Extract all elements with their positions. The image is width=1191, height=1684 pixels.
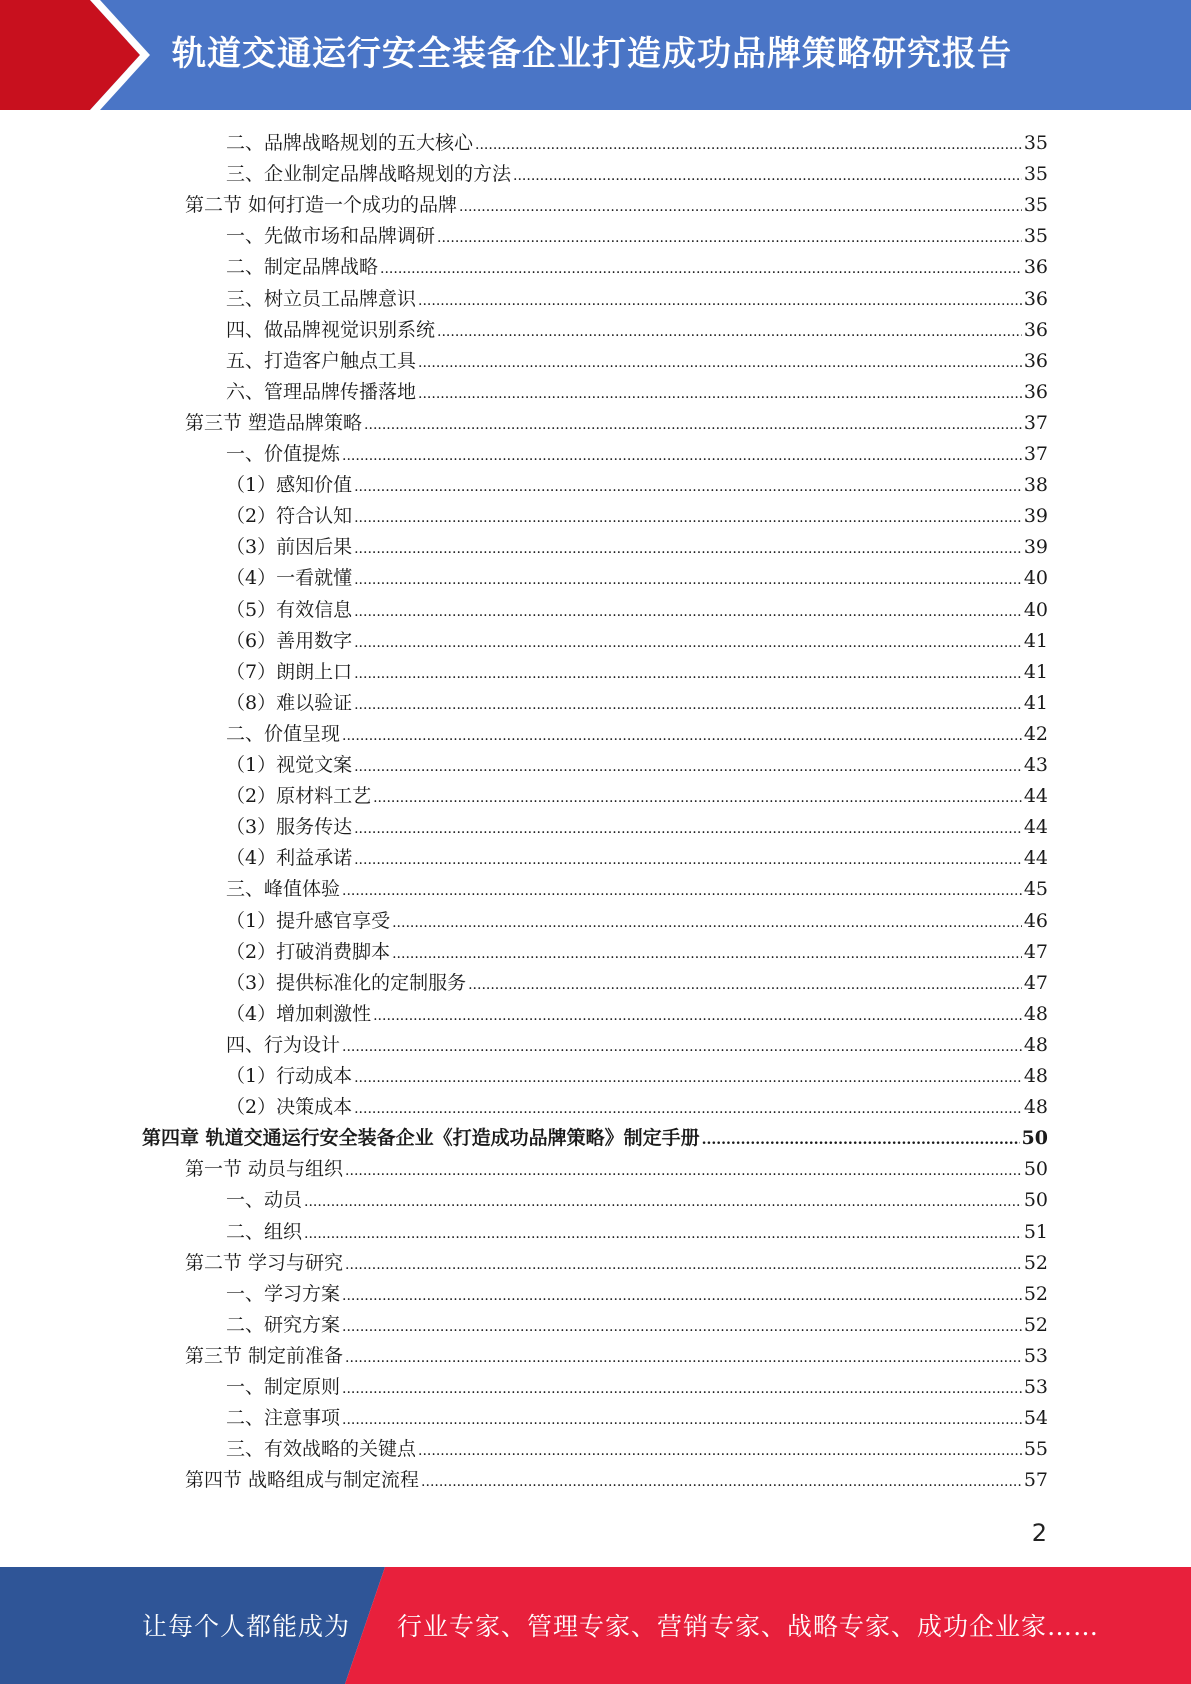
toc-entry-page: 57: [1023, 1469, 1048, 1492]
toc-dot-leader: [418, 379, 1022, 410]
toc-entry-page: 42: [1023, 722, 1048, 745]
toc-entry-label: 一、动员: [226, 1189, 303, 1212]
toc-entry[interactable]: [226, 1310, 1048, 1341]
toc-entry[interactable]: [226, 595, 1048, 626]
toc-entry-page: 39: [1023, 536, 1048, 559]
toc-entry[interactable]: [226, 1185, 1048, 1216]
report-title: 轨道交通运行安全装备企业打造成功品牌策略研究报告: [172, 34, 1012, 74]
toc-entry[interactable]: [226, 315, 1048, 346]
toc-entry-label: 第三节 制定前准备: [185, 1344, 344, 1367]
toc-entry-page: 45: [1023, 878, 1048, 901]
toc-entry-page: 47: [1023, 971, 1048, 994]
toc-entry-page: 47: [1023, 940, 1048, 963]
toc-entry-label: 一、学习方案: [226, 1282, 341, 1305]
toc-dot-leader: [354, 814, 1022, 845]
toc-entry[interactable]: [226, 874, 1048, 905]
toc-dot-leader: [421, 1467, 1022, 1498]
toc-entry-page: 36: [1023, 380, 1048, 403]
toc-entry[interactable]: [226, 1403, 1048, 1434]
toc-entry-label: （4）利益承诺: [226, 847, 353, 870]
toc-entry-page: 41: [1023, 691, 1048, 714]
toc-dot-leader: [342, 1281, 1022, 1312]
toc-entry-page: 48: [1023, 1096, 1048, 1119]
toc-entry-label: 第二节 学习与研究: [185, 1251, 344, 1274]
toc-entry[interactable]: [185, 1465, 1048, 1496]
toc-entry-page: 36: [1023, 318, 1048, 341]
toc-entry-page: 37: [1023, 411, 1048, 434]
toc-entry-page: 53: [1023, 1344, 1048, 1367]
toc-entry-label: 第二节 如何打造一个成功的品牌: [185, 194, 458, 217]
toc-entry-page: 48: [1023, 1033, 1048, 1056]
toc-entry-page: 52: [1023, 1251, 1048, 1274]
toc-entry-label: 三、企业制定品牌战略规划的方法: [226, 163, 512, 186]
toc-dot-leader: [342, 1405, 1022, 1436]
toc-entry-label: （6）善用数字: [226, 629, 353, 652]
toc-entry-label: 二、价值呈现: [226, 722, 341, 745]
toc-dot-leader: [304, 1219, 1022, 1250]
toc-dot-leader: [437, 223, 1022, 254]
toc-entry[interactable]: [226, 1372, 1048, 1403]
toc-dot-leader: [354, 534, 1022, 565]
toc-entry[interactable]: [185, 1341, 1048, 1372]
toc-dot-leader: [354, 752, 1022, 783]
toc-entry-page: 36: [1023, 256, 1048, 279]
toc-entry[interactable]: [226, 999, 1048, 1030]
toc-entry[interactable]: [226, 284, 1048, 315]
toc-entry-label: 第三节 塑造品牌策略: [185, 411, 363, 434]
toc-entry-page: 46: [1023, 909, 1048, 932]
toc-dot-leader: [342, 1032, 1022, 1063]
toc-entry[interactable]: [226, 377, 1048, 408]
toc-entry-page: 41: [1023, 629, 1048, 652]
toc-entry-page: 44: [1023, 816, 1048, 839]
toc-dot-leader: [373, 1001, 1022, 1032]
toc-entry[interactable]: [226, 501, 1048, 532]
toc-entry-page: 40: [1023, 567, 1048, 590]
toc-dot-leader: [345, 1250, 1022, 1281]
toc-dot-leader: [418, 286, 1022, 317]
toc-entry[interactable]: [226, 657, 1048, 688]
toc-entry-label: 一、制定原则: [226, 1376, 341, 1398]
toc-entry-page: 48: [1023, 1065, 1048, 1087]
toc-dot-leader: [342, 876, 1022, 907]
toc-entry-page: 40: [1023, 598, 1048, 621]
toc-entry[interactable]: [226, 1217, 1048, 1248]
toc-dot-leader: [345, 1156, 1022, 1187]
toc-entry[interactable]: [226, 221, 1048, 252]
toc-entry-label: （7）朗朗上口: [226, 660, 353, 683]
toc-entry-label: （1）视觉文案: [226, 754, 353, 776]
toc-entry-page: 48: [1023, 1002, 1048, 1025]
toc-entry-label: 六、管理品牌传播落地: [226, 380, 417, 403]
toc-entry-label: （1）提升感官享受: [226, 909, 391, 932]
toc-entry-page: 35: [1023, 225, 1048, 248]
toc-entry-page: 50: [1021, 1127, 1048, 1150]
toc-dot-leader: [354, 1063, 1022, 1094]
toc-entry[interactable]: [226, 843, 1048, 874]
toc-dot-leader: [392, 939, 1022, 970]
toc-entry-label: 四、行为设计: [226, 1033, 341, 1056]
toc-dot-leader: [418, 348, 1022, 379]
toc-entry-page: 44: [1023, 785, 1048, 808]
toc-entry-label: （4）一看就懂: [226, 567, 353, 590]
toc-dot-leader: [373, 783, 1022, 814]
toc-entry-label: （3）服务传达: [226, 816, 353, 839]
toc-dot-leader: [459, 192, 1022, 223]
toc-entry-page: 35: [1023, 132, 1048, 154]
toc-entry[interactable]: [226, 1030, 1048, 1061]
toc-entry[interactable]: [142, 1123, 1048, 1154]
footer-slogan-right: 行业专家、管理专家、营销专家、战略专家、成功企业家……: [397, 1612, 1100, 1641]
toc-entry-label: 二、组织: [226, 1220, 303, 1243]
toc-entry-page: 36: [1023, 287, 1048, 310]
toc-entry-page: 36: [1023, 349, 1048, 372]
toc-entry-page: 41: [1023, 660, 1048, 683]
toc-entry[interactable]: [226, 439, 1048, 470]
toc-entry-label: （2）打破消费脚本: [226, 940, 391, 963]
toc-entry-label: （5）有效信息: [226, 598, 353, 621]
toc-dot-leader: [342, 1374, 1022, 1405]
header-banner: [0, 0, 1191, 110]
toc-dot-leader: [354, 628, 1022, 659]
toc-entry-page: 38: [1023, 474, 1048, 497]
toc-entry[interactable]: [226, 937, 1048, 968]
toc-dot-leader: [354, 565, 1022, 596]
toc-entry-label: 三、峰值体验: [226, 878, 341, 901]
toc-dot-leader: [354, 690, 1022, 721]
toc-entry[interactable]: [226, 563, 1048, 594]
toc-entry[interactable]: [226, 252, 1048, 283]
toc-entry-page: 37: [1023, 443, 1048, 465]
toc-dot-leader: [380, 254, 1022, 285]
toc-entry-label: 二、制定品牌战略: [226, 256, 379, 279]
toc-entry-page: 43: [1023, 754, 1048, 776]
toc-dot-leader: [304, 1187, 1022, 1218]
toc-entry-page: 53: [1023, 1376, 1048, 1398]
toc-dot-leader: [354, 503, 1022, 534]
toc-entry[interactable]: [226, 1061, 1048, 1092]
toc-entry[interactable]: [226, 688, 1048, 719]
footer-slogan-left: 让每个人都能成为: [142, 1612, 351, 1641]
toc-entry-label: 一、先做市场和品牌调研: [226, 225, 436, 248]
toc-entry-page: 35: [1023, 194, 1048, 217]
toc-entry[interactable]: [226, 1092, 1048, 1123]
toc-dot-leader: [702, 1125, 1020, 1156]
toc-dot-leader: [354, 597, 1022, 628]
toc-entry-label: 二、品牌战略规划的五大核心: [226, 132, 474, 154]
toc-entry[interactable]: [226, 750, 1048, 781]
toc-entry-label: 第一节 动员与组织: [185, 1158, 344, 1181]
toc-dot-leader: [364, 410, 1022, 441]
footer-banner: [0, 1567, 1191, 1684]
toc-entry-label: 四、做品牌视觉识别系统: [226, 318, 436, 341]
toc-entry-label: （1）感知价值: [226, 474, 353, 497]
toc-entry[interactable]: [185, 1154, 1048, 1185]
toc-entry[interactable]: [226, 159, 1048, 190]
toc-entry[interactable]: [185, 1248, 1048, 1279]
toc-entry-label: 第四章 轨道交通运行安全装备企业《打造成功品牌策略》制定手册: [142, 1127, 700, 1150]
toc-entry-page: 44: [1023, 847, 1048, 870]
toc-entry-label: （2）原材料工艺: [226, 785, 372, 808]
toc-entry[interactable]: [226, 1279, 1048, 1310]
toc-dot-leader: [437, 317, 1022, 348]
toc-entry-label: 三、有效战略的关键点: [226, 1438, 417, 1461]
toc-dot-leader: [354, 1094, 1022, 1125]
toc-entry[interactable]: [226, 532, 1048, 563]
page-number: 2: [1031, 1519, 1047, 1547]
toc-dot-leader: [513, 161, 1022, 192]
toc-dot-leader: [392, 908, 1022, 939]
toc-entry[interactable]: [226, 812, 1048, 843]
toc-entry-page: 54: [1023, 1407, 1048, 1430]
toc-entry[interactable]: [226, 906, 1048, 937]
toc-dot-leader: [342, 721, 1022, 752]
toc-dot-leader: [345, 1343, 1022, 1374]
toc-dot-leader: [468, 970, 1022, 1001]
toc-entry-label: （2）符合认知: [226, 505, 353, 528]
toc-entry[interactable]: [226, 470, 1048, 501]
header-red-arrow: [0, 0, 140, 110]
toc-entry-page: 52: [1023, 1282, 1048, 1305]
toc-entry[interactable]: [226, 968, 1048, 999]
toc-dot-leader: [475, 130, 1022, 161]
toc-entry-page: 51: [1023, 1220, 1048, 1243]
toc-dot-leader: [354, 472, 1022, 503]
toc-entry-label: 五、打造客户触点工具: [226, 349, 417, 372]
toc-entry-page: 35: [1023, 163, 1048, 186]
toc-entry-label: （3）提供标准化的定制服务: [226, 971, 467, 994]
toc-entry[interactable]: [226, 719, 1048, 750]
toc-entry-label: （1）行动成本: [226, 1065, 353, 1087]
toc-entry-label: （4）增加刺激性: [226, 1002, 372, 1025]
toc-entry-label: （8）难以验证: [226, 691, 353, 714]
toc-entry[interactable]: [185, 190, 1048, 221]
toc-entry-page: 50: [1023, 1189, 1048, 1212]
toc-dot-leader: [354, 659, 1022, 690]
toc-entry-label: （3）前因后果: [226, 536, 353, 559]
toc-entry-label: 一、价值提炼: [226, 443, 341, 465]
toc-entry-page: 52: [1023, 1313, 1048, 1336]
toc-entry[interactable]: [226, 781, 1048, 812]
toc-dot-leader: [354, 845, 1022, 876]
toc-entry[interactable]: [226, 626, 1048, 657]
toc-entry-label: 二、注意事项: [226, 1407, 341, 1430]
toc-entry[interactable]: [226, 346, 1048, 377]
toc-entry-page: 39: [1023, 505, 1048, 528]
toc-entry-page: 50: [1023, 1158, 1048, 1181]
toc-dot-leader: [342, 441, 1022, 472]
toc-dot-leader: [418, 1436, 1022, 1467]
toc-entry-label: （2）决策成本: [226, 1096, 353, 1119]
toc-entry-label: 三、树立员工品牌意识: [226, 287, 417, 310]
toc-entry[interactable]: [226, 1434, 1048, 1465]
toc-entry-label: 第四节 战略组成与制定流程: [185, 1469, 420, 1492]
toc-entry[interactable]: [226, 128, 1048, 159]
toc-entry[interactable]: [185, 408, 1048, 439]
toc-entry-page: 55: [1023, 1438, 1048, 1461]
toc-dot-leader: [342, 1312, 1022, 1343]
toc-entry-label: 二、研究方案: [226, 1313, 341, 1336]
